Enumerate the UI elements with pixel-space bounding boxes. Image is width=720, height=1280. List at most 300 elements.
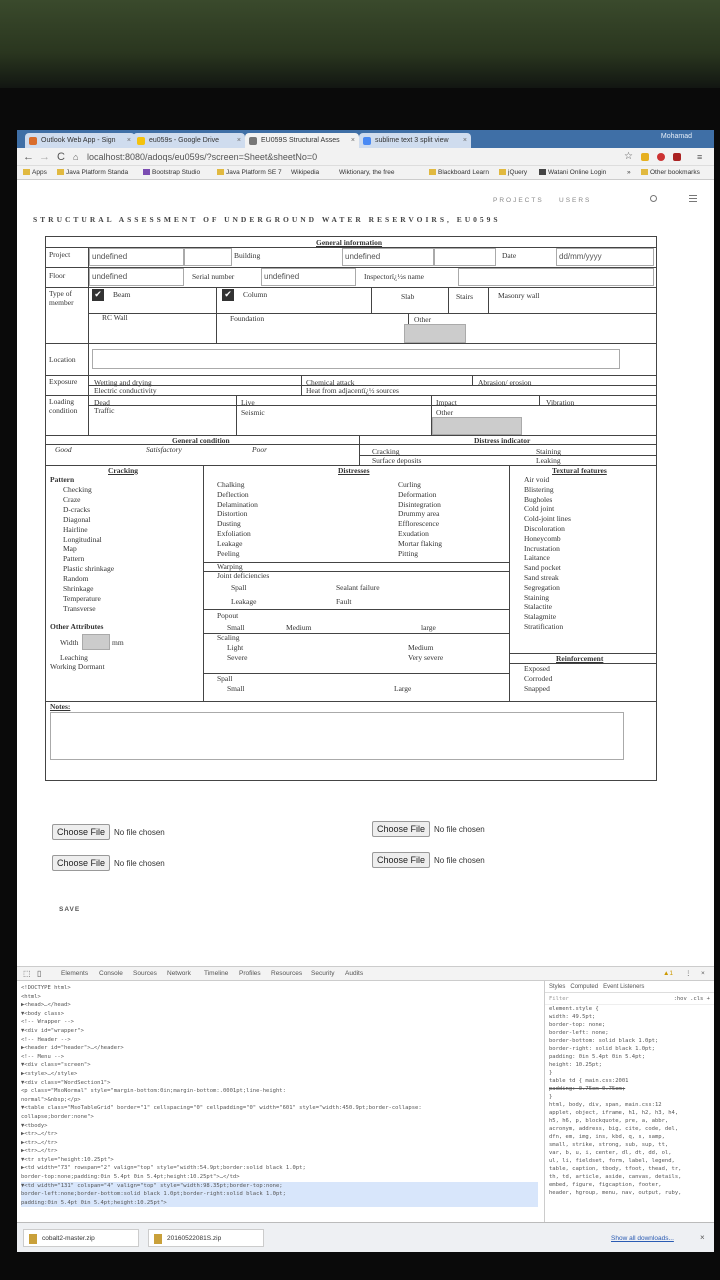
textural-option[interactable]: Discoloration [524,524,565,533]
working-dormant-label: Working Dormant [50,662,105,671]
style-line[interactable]: applet, object, iframe, h1, h2, h3, h4, [549,1110,679,1116]
dom-node[interactable]: border-top:none;padding:0in 5.4pt 0in 5.4pt;height:10.25pt">…</td> [21,1174,240,1181]
section-cracking: Cracking [108,466,138,475]
nav-projects[interactable]: PROJECTS [493,197,544,204]
traffic-label: Traffic [94,406,115,415]
more-icon[interactable]: ⋮ [685,970,692,977]
file-input-3[interactable] [52,855,165,871]
divider [46,444,656,445]
tab-label: eu059s - Google Drive [149,137,220,144]
home-icon[interactable]: ⌂ [73,152,79,162]
close-icon[interactable]: × [126,137,131,144]
reinforcement-option[interactable]: Corroded [524,674,553,683]
scaling-light[interactable]: Light [227,643,244,652]
choose-file-button[interactable]: Choose File [52,855,110,871]
style-line[interactable]: element.style { [549,1006,599,1012]
distress-option[interactable]: Leakage [217,538,243,548]
dead-label: Dead [94,398,110,407]
project-label: Project [49,250,71,259]
seismic-label: Seismic [241,408,265,417]
reload-icon[interactable]: C [57,151,65,163]
distress-option[interactable]: Exfoliation [217,529,251,538]
devtools-tab-console[interactable]: Console [99,970,123,977]
textural-list [524,475,654,635]
spall-label: Spall [231,583,247,592]
pattern-option[interactable]: Transverse [63,603,96,613]
tab-label: EU059S Structural Asses [261,137,340,144]
style-line[interactable]: small, strike, strong, sub, sup, tt, [549,1142,669,1148]
textural-option[interactable]: Cold-joint lines [524,514,571,524]
page-icon [249,137,257,145]
other-label: Other [414,315,432,324]
bookmark-star-icon[interactable]: ☆ [624,151,633,162]
bookmark-label: Java Platform Standa [66,169,129,176]
extension-icon[interactable] [657,153,665,161]
section-textural: Textural features [552,466,607,475]
divider [88,287,89,343]
divider [46,435,656,436]
style-line[interactable]: table td { main.css:2001 [549,1078,629,1084]
member-type-label: Type of member [49,289,74,307]
serial-input[interactable]: undefined [261,268,356,286]
di-leaking-label: Leaking [536,456,561,465]
reinforcement-option[interactable]: Exposed [524,664,550,673]
pattern-option[interactable]: Map [63,544,77,554]
style-line[interactable]: h5, h6, p, blockquote, pre, a, abbr, [549,1118,669,1124]
wetting-label: Wetting and drying [94,378,152,387]
location-input[interactable] [92,349,620,369]
slab-label: Slab [401,292,415,301]
style-line[interactable]: header, hgroup, menu, nav, output, ruby, [549,1190,682,1196]
bookmark-wiktionary[interactable] [339,167,395,179]
bookmark-javase[interactable] [217,167,282,179]
reinforcement-list [524,664,644,698]
dom-node[interactable]: ▼<div class="screen"> [21,1062,91,1069]
building-extra-input[interactable] [434,248,496,266]
dom-node[interactable]: ▶<td width="73" rowspan="2" valign="top" style="width:54.9pt;border:solid black 1.0pt; [21,1165,306,1172]
inspect-icon[interactable]: ⬚ [23,969,31,978]
page-title: STRUCTURAL ASSESSMENT OF UNDERGROUND WATER RESERVOIRS, EU059S [33,215,501,224]
width-label: Width [60,638,79,647]
notes-label: Notes: [50,702,71,711]
divider [472,375,473,385]
divider [46,375,656,376]
bookmark-label: Bootstrap Studio [152,169,201,176]
close-icon[interactable]: × [236,137,241,144]
event-listeners-tab[interactable]: Event Listeners [603,984,645,990]
distress-option[interactable]: Drummy area [398,509,440,519]
divider [359,435,360,465]
divider [88,405,656,406]
textural-option[interactable]: Air void [524,475,550,484]
computed-tab[interactable]: Computed [570,984,599,990]
satisfactory-option[interactable]: Satisfactory [146,445,182,454]
tab-eu059s[interactable] [245,133,359,148]
beam-label: Beam [113,290,131,299]
beam-checkbox[interactable]: ✔ [92,289,104,301]
location-label: Location [49,355,76,364]
distress-option[interactable]: Mortar flaking [398,538,442,548]
inspector-input[interactable] [458,268,654,286]
file-input-2[interactable] [372,821,485,837]
style-line[interactable]: padding: 0.75em 0.75em; [549,1086,626,1092]
leakage-label: Leakage [231,597,257,606]
textural-option[interactable]: Segregation [524,582,560,592]
textural-option[interactable]: Stalagmite [524,612,557,622]
distress-option[interactable]: Exudation [398,529,429,538]
pattern-list [63,485,201,615]
style-line[interactable]: } [549,1094,553,1100]
dom-node[interactable]: normal">&nbsp;</p> [21,1096,81,1103]
live-label: Live [241,398,255,407]
extension-icon[interactable] [641,153,649,161]
style-line[interactable]: height: 10.25pt; [549,1062,602,1068]
distress-option[interactable]: Chalking [217,480,245,489]
leaching-label: Leaching [60,653,88,662]
dom-node[interactable]: ▶<tr>…</tr> [21,1148,58,1155]
abrasion-label: Abrasion/ erosion [478,378,532,387]
dom-node[interactable]: ▼<div class="WordSection1"> [21,1079,111,1086]
style-line[interactable]: border-bottom: solid black 1.0pt; [549,1038,659,1044]
distress-option[interactable]: Efflorescence [398,519,440,529]
room-background [0,0,720,88]
dom-node[interactable]: <!DOCTYPE html> [21,985,71,991]
other-attributes-label: Other Attributes [50,622,104,631]
close-icon[interactable]: × [350,137,355,144]
bookmark-label: Watani Online Login [548,169,607,176]
nav-users[interactable]: USERS [559,197,592,204]
browser-window [17,130,714,1252]
tab-google[interactable] [359,133,471,148]
building-input[interactable]: undefined [342,248,434,266]
dom-node[interactable]: ▼<table class="MsoTableGrid" border="1" cellspacing="0" cellpadding="0" width="601" style="width:450.9pt;border-collapse: [21,1105,422,1112]
other-loading-input[interactable] [432,417,522,435]
masonry-label: Masonry wall [498,291,540,300]
dom-node[interactable]: ▼<body class> [21,1010,65,1017]
floor-label: Floor [49,271,66,280]
heat-label: Heat from adjacentï¿½ sources [306,386,399,395]
device-icon[interactable]: ▯ [37,969,42,978]
stairs-label: Stairs [456,292,474,301]
extension-icon[interactable] [673,153,681,161]
style-line[interactable]: border-right: solid black 1.0pt; [549,1046,655,1052]
divider [448,287,449,313]
pattern-option[interactable]: D-cracks [63,504,91,514]
pattern-option[interactable]: Hairline [63,524,88,534]
bookmark-java[interactable] [57,167,128,179]
bookmark-label: jQuery [508,169,528,176]
dom-node[interactable]: <!-- Menu --> [21,1053,65,1060]
pattern-option[interactable]: Diagonal [63,514,91,524]
bookmark-wikipedia[interactable] [291,167,319,179]
warning-count[interactable]: ▲1 [663,970,674,977]
distress-option[interactable]: Dusting [217,519,241,529]
joint-label: Joint deficiencies [217,571,270,580]
divider [203,609,509,610]
sealant-label: Sealant failure [336,583,380,592]
warping-label: Warping [217,562,243,571]
distress-option[interactable]: Curling [398,480,421,489]
pattern-option[interactable]: Random [63,574,89,584]
bookmark-label: Wikipedia [291,169,320,176]
di-surface-label: Surface deposits [372,456,422,465]
outlook-icon [29,137,37,145]
choose-file-button[interactable]: Choose File [372,852,430,868]
google-icon [363,137,371,145]
dom-node[interactable]: ▼<div id="wrapper"> [21,1027,84,1034]
distress-option[interactable]: Delamination [217,499,258,509]
dom-node[interactable]: ▶<head>…</head> [21,1002,71,1009]
divider [236,395,237,435]
divider [203,562,509,563]
devtools-tab-sources[interactable]: Sources [133,970,157,977]
loading-label: Loading condition [49,397,78,415]
section-reinforcement: Reinforcement [556,654,604,663]
divider [216,287,217,313]
divider [216,313,217,343]
address-bar [17,148,714,166]
good-option[interactable]: Good [55,445,72,454]
textural-option[interactable]: Sand streak [524,573,559,582]
devtools-tab-security[interactable]: Security [311,970,335,977]
bookmarks-overflow[interactable]: » [627,169,631,176]
bookmark-apps[interactable] [23,167,47,179]
dom-node[interactable]: <html> [21,993,41,1000]
file-status: No file chosen [434,856,485,865]
file-input-4[interactable] [372,852,485,868]
other-member-input[interactable] [404,324,466,343]
divider [203,673,509,674]
devtools-tab-elements[interactable]: Elements [61,970,89,977]
section-distress-indicator: Distress indicator [474,436,531,445]
distress-list-left [217,480,337,560]
divider [88,395,89,435]
forward-icon[interactable]: → [39,151,50,163]
style-line[interactable]: html, body, div, span, main.css:12 [549,1102,662,1108]
dom-node[interactable]: <p class="MsoNormal" style="margin-bottom:0in;margin-bottom:.0001pt;line-height: [21,1088,286,1095]
popout-large[interactable]: large [421,623,436,632]
distress-option[interactable]: Deformation [398,489,437,499]
style-line[interactable]: padding: 0in 5.4pt 0in 5.4pt; [549,1054,646,1060]
scaling-very-severe[interactable]: Very severe [408,653,444,662]
download-item[interactable]: cobalt2-master.zip [23,1229,139,1247]
menu-icon[interactable]: ≡ [697,152,703,162]
textural-option[interactable]: Cold joint [524,504,555,514]
close-icon[interactable]: × [462,137,467,144]
textural-option[interactable]: Honeycomb [524,533,561,543]
distress-option[interactable]: Peeling [217,548,240,558]
popout-small[interactable]: Small [227,623,245,632]
dom-node[interactable]: ▶<tr>…</tr> [21,1139,58,1146]
dom-node[interactable]: collapse;border:none"> [21,1113,94,1120]
dom-node[interactable]: <!-- Wrapper --> [21,1019,74,1026]
devtools-tab-timeline[interactable]: Timeline [204,970,229,977]
textural-option[interactable]: Blistering [524,484,554,494]
choose-file-button[interactable]: Choose File [52,824,110,840]
distress-option[interactable]: Pitting [398,548,419,558]
styles-tabs [545,981,714,993]
filter-options[interactable]: :hov .cls + [673,996,710,1002]
serial-label: Serial number [192,272,235,281]
bookmark-watani[interactable] [539,167,606,179]
divider [46,701,656,702]
date-label: Date [502,251,517,260]
style-line[interactable]: th, td, article, aside, canvas, details, [549,1174,682,1180]
filter-placeholder: Filter [549,996,569,1002]
dom-node[interactable]: border-left:none;border-bottom:solid black 1.0pt;border-right:solid black 1.0pt; [21,1190,538,1199]
style-line[interactable]: var, b, u, i, center, dl, dt, dd, ol, [549,1150,672,1156]
textural-option[interactable]: Stalactite [524,602,552,612]
profile-name[interactable]: Mohamad [660,133,692,140]
devtools-toolbar [17,967,714,981]
foundation-label: Foundation [230,314,265,323]
bookmark-label: Java Platform SE 7 [226,169,282,176]
close-downloads-icon[interactable]: × [700,1233,705,1242]
bookmarks-bar [17,166,714,180]
devtools-tab-network[interactable]: Network [167,970,191,977]
pattern-option[interactable]: Shrinkage [63,584,94,593]
distress-option[interactable]: Distortion [217,509,248,519]
distress-option[interactable]: Disintegration [398,499,441,509]
style-line[interactable]: width: 49.5pt; [549,1014,596,1020]
divider [371,287,372,313]
popout-label: Popout [217,611,239,620]
style-line[interactable]: border-left: none; [549,1030,609,1036]
scaling-severe[interactable]: Severe [227,653,248,662]
style-line[interactable]: border-top: none; [549,1022,606,1028]
devtools-tab-audits[interactable]: Audits [345,970,364,977]
file-status: No file chosen [114,859,165,868]
dom-node[interactable]: ▼<tbody> [21,1122,48,1129]
tab-label: sublime text 3 split view [375,137,449,144]
style-line[interactable]: table, caption, tbody, tfoot, thead, tr, [549,1166,682,1172]
style-line[interactable]: ul, li, fieldset, form, label, legend, [549,1158,675,1164]
textural-option[interactable]: Sand pocket [524,563,561,573]
style-line[interactable]: acronym, address, big, cite, code, del, [549,1126,679,1132]
tab-drive[interactable] [133,133,245,148]
pattern-option[interactable]: Checking [63,485,92,494]
tab-bar [17,130,714,148]
search-icon[interactable] [650,195,657,202]
column-checkbox[interactable]: ✔ [222,289,234,301]
bookmark-bootstrap[interactable] [143,167,200,179]
dom-node[interactable]: <!-- Header --> [21,1036,71,1043]
vibration-label: Vibration [546,398,575,407]
url-input[interactable]: localhost:8080/adoqs/eu059s/?screen=Sheet&sheetNo=0 [87,152,318,162]
spall-large[interactable]: Large [394,684,412,693]
page-content [17,180,714,978]
other-bookmarks[interactable] [641,167,700,179]
bookmark-label: Wiktionary, the free [339,169,395,176]
styles-panel [544,981,714,1225]
textural-option[interactable]: Staining [524,592,550,602]
chemical-label: Chemical attack [306,378,355,387]
reinforcement-option[interactable]: Snapped [524,684,550,693]
pattern-option[interactable]: Craze [63,494,81,504]
pattern-option[interactable]: Pattern [63,554,85,564]
fault-label: Fault [336,597,352,606]
textural-option[interactable]: Stratification [524,622,564,631]
project-input[interactable]: undefined [89,248,184,266]
dom-node[interactable]: padding:0in 5.4pt 0in 5.4pt;height:10.25pt"> [21,1199,538,1208]
distress-list-right [398,480,508,560]
pattern-option[interactable]: Plastic shrinkage [63,564,115,574]
scaling-medium[interactable]: Medium [408,643,434,652]
textural-option[interactable]: Bugholes [524,494,553,504]
dom-node[interactable]: ▶<header id="header">…</header> [21,1045,124,1052]
bookmark-label: Apps [32,169,47,176]
styles-filter[interactable] [545,993,714,1005]
show-all-downloads-link[interactable]: Show all downloads... [611,1235,674,1242]
devtools-panel [17,966,714,1234]
spall-small[interactable]: Small [227,684,245,693]
devtools-tab-resources[interactable]: Resources [271,970,303,977]
hamburger-icon[interactable] [689,195,697,202]
exposure-label: Exposure [49,377,78,386]
bookmark-label: Other bookmarks [650,169,700,176]
rc-wall-label: RC Wall [102,313,128,322]
tab-label: Outlook Web App - Sign [41,137,116,144]
download-item[interactable]: 20160522081S.zip [148,1229,264,1247]
popout-medium[interactable]: Medium [286,623,312,632]
bookmark-label: Blackboard Learn [438,169,489,176]
devtools-tab-profiles[interactable]: Profiles [239,970,261,977]
bookmark-jquery[interactable] [499,167,527,179]
width-input[interactable] [82,634,110,650]
file-status: No file chosen [434,825,485,834]
close-devtools-icon[interactable]: × [701,970,705,977]
style-line[interactable]: embed, figure, figcaption, footer, [549,1182,662,1188]
textural-option[interactable]: Incrustation [524,543,560,553]
divider [509,465,510,701]
save-button[interactable]: SAVE [59,906,81,913]
divider [46,395,656,396]
floor-input[interactable]: undefined [89,268,184,286]
distress-option[interactable]: Deflection [217,489,249,499]
date-input[interactable]: dd/mm/yyyy [556,248,654,266]
back-icon[interactable]: ← [23,151,34,163]
project-extra-input[interactable] [184,248,232,266]
file-status: No file chosen [114,828,165,837]
dom-node[interactable]: ▼<tr style="height:10.25pt"> [21,1156,114,1163]
pattern-option[interactable]: Longitudinal [63,534,102,544]
styles-tab[interactable]: Styles [549,984,566,990]
pattern-option[interactable]: Temperature [63,593,101,603]
textural-option[interactable]: Laitance [524,553,550,563]
divider [88,343,89,375]
tab-outlook[interactable] [25,133,135,148]
electric-label: Electric conductivity [94,386,157,395]
dom-node[interactable]: ▶<style>…</style> [21,1070,78,1077]
building-label: Building [234,251,261,260]
di-cracking-label: Cracking [372,447,400,456]
divider [539,395,540,405]
style-rules [545,1005,714,1197]
style-line[interactable]: dfn, em, img, ins, kbd, q, s, samp, [549,1134,665,1140]
divider [203,465,204,701]
choose-file-button[interactable]: Choose File [372,821,430,837]
dom-node[interactable]: ▶<tr>…</tr> [21,1131,58,1138]
notes-textarea[interactable] [50,712,624,760]
poor-option[interactable]: Poor [252,445,267,454]
column-label: Column [243,290,268,299]
file-input-1[interactable] [52,824,165,840]
dom-node[interactable]: ▼<td width="131" colspan="4" valign="top" style="width:98.35pt;border-top:none; [21,1182,538,1191]
divider [488,287,489,313]
divider [88,313,656,314]
bookmark-blackboard[interactable] [429,167,489,179]
style-line[interactable]: } [549,1070,553,1076]
